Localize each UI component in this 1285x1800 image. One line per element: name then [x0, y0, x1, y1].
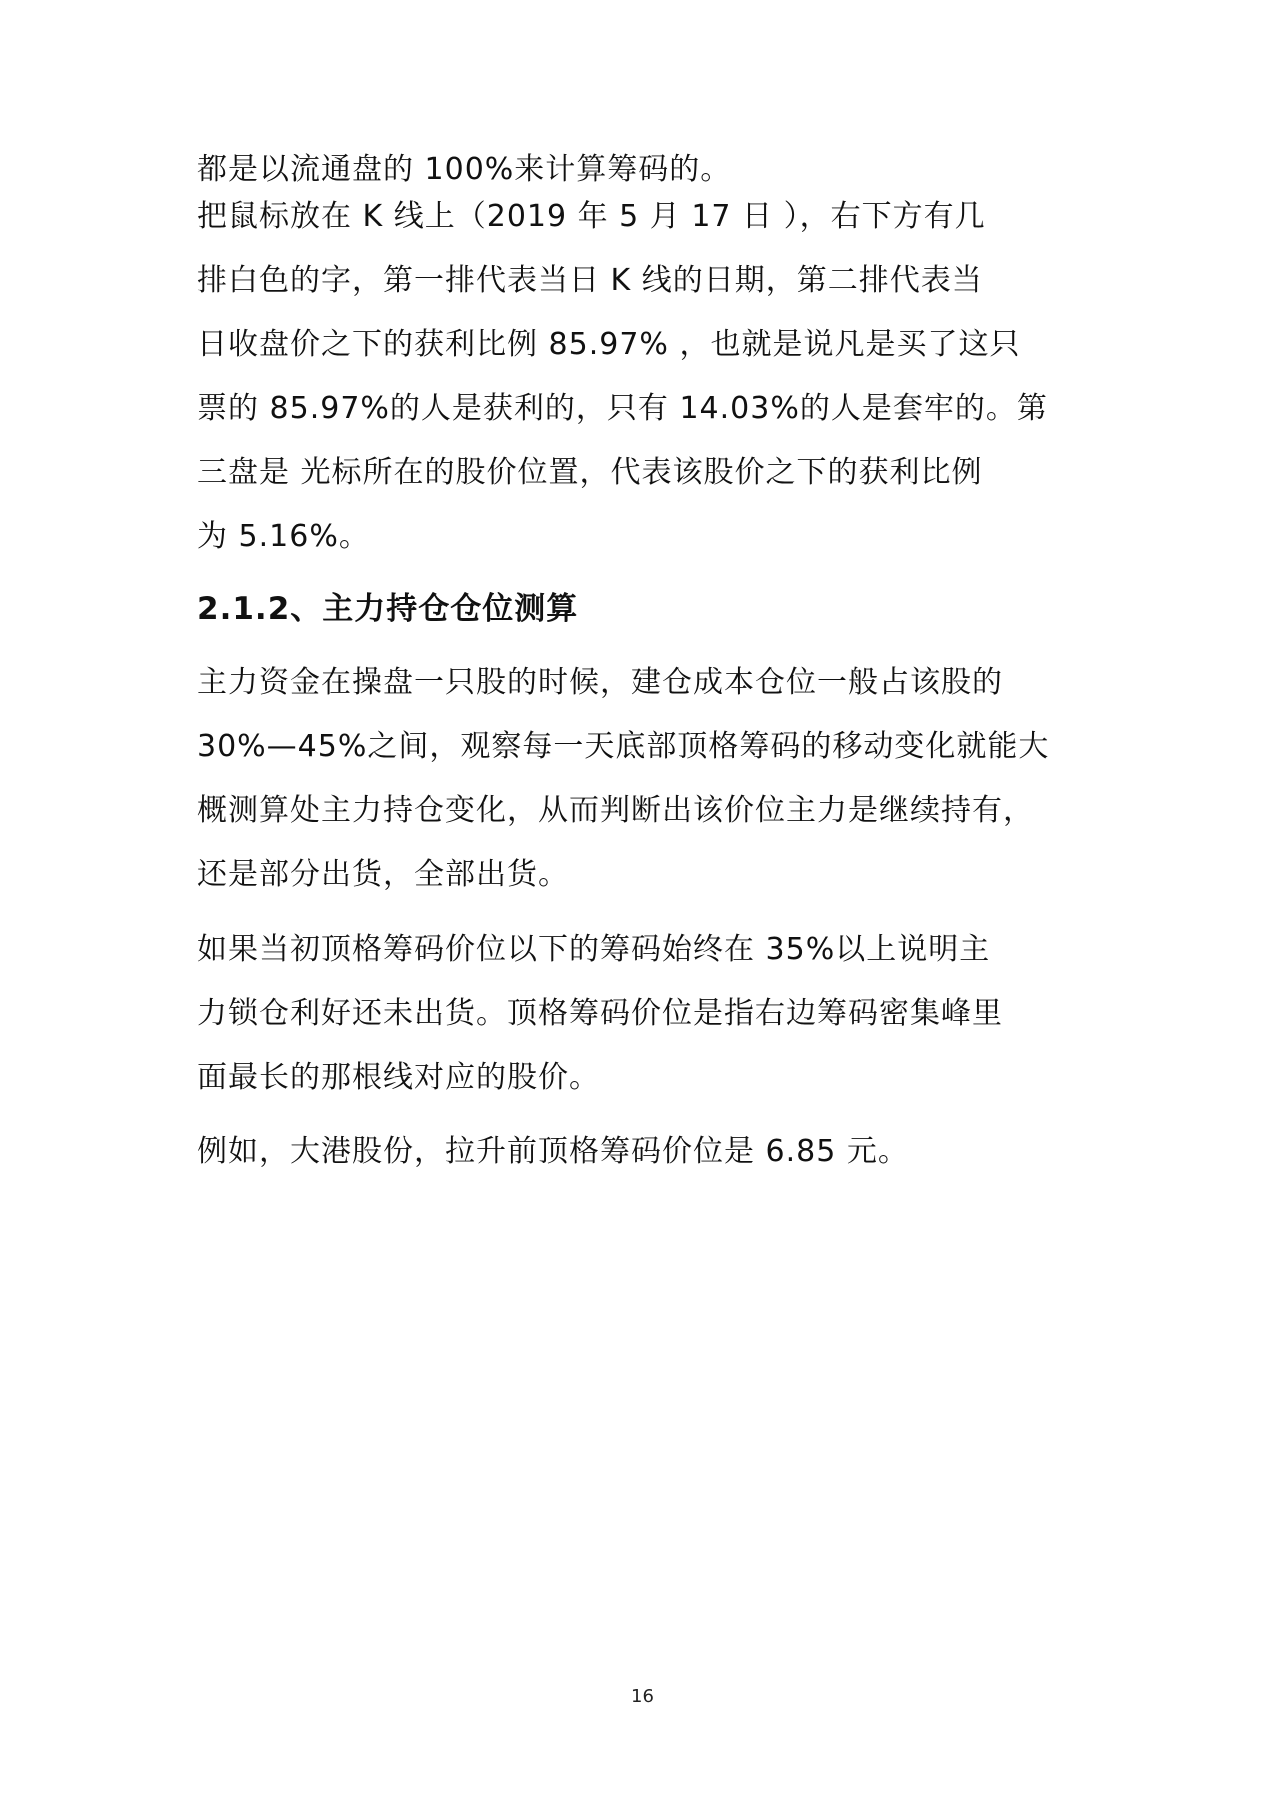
paragraph-2-line-1: 把鼠标放在 K 线上（2019 年 5 月 17 日 ），右下方有几	[197, 199, 986, 234]
paragraph-4-line-3: 面最长的那根线对应的股价。	[197, 1060, 600, 1095]
paragraph-2-line-5: 三盘是 光标所在的股价位置，代表该股价之下的获利比例	[197, 455, 983, 490]
paragraph-3-line-2: 30%—45%之间，观察每一天底部顶格筹码的移动变化就能大	[197, 729, 1050, 764]
paragraph-5-line-1: 例如，大港股份，拉升前顶格筹码价位是 6.85 元。	[197, 1134, 909, 1169]
paragraph-3-line-3: 概测算处主力持仓变化，从而判断出该价位主力是继续持有，	[197, 793, 1034, 828]
paragraph-2-line-2: 排白色的字，第一排代表当日 K 线的日期，第二排代表当	[197, 263, 983, 298]
paragraph-4-line-1: 如果当初顶格筹码价位以下的筹码始终在 35%以上说明主	[197, 932, 991, 967]
paragraph-2-line-6: 为 5.16%。	[197, 519, 370, 554]
section-heading: 2.1.2、主力持仓仓位测算	[197, 591, 579, 627]
paragraph-3-line-1: 主力资金在操盘一只股的时候，建仓成本仓位一般占该股的	[197, 665, 1003, 700]
paragraph-1-line-1: 都是以流通盘的 100%来计算筹码的。	[197, 152, 732, 187]
paragraph-4-line-2: 力锁仓利好还未出货。顶格筹码价位是指右边筹码密集峰里	[197, 996, 1003, 1031]
page-number: 16	[631, 1686, 654, 1707]
paragraph-2-line-4: 票的 85.97%的人是获利的，只有 14.03%的人是套牢的。第	[197, 391, 1048, 426]
paragraph-3-line-4: 还是部分出货，全部出货。	[197, 857, 569, 892]
paragraph-2-line-3: 日收盘价之下的获利比例 85.97% ，也就是说凡是买了这只	[197, 327, 1021, 362]
